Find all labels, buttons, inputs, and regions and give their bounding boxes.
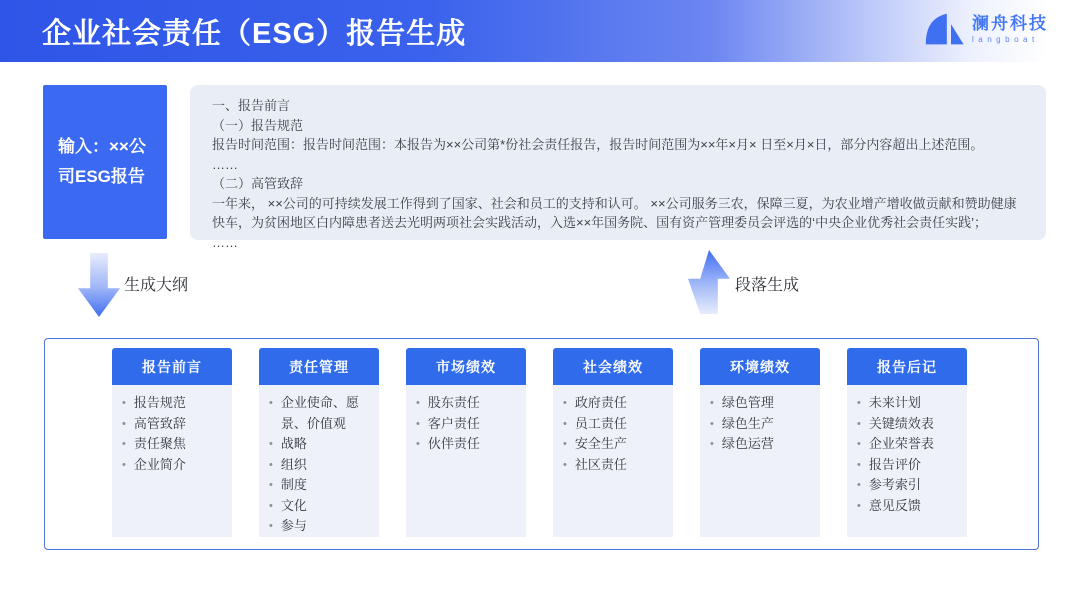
column-header: 报告前言 <box>112 348 232 385</box>
list-item: • 高管致辞 <box>122 414 228 435</box>
outline-column-environment <box>700 348 820 537</box>
doc-line: （二）高管致辞 <box>212 176 304 191</box>
logo-text-block <box>972 15 1048 44</box>
paragraph-generation-label: 段落生成 <box>735 277 800 294</box>
doc-line: 一年来， ××公司的可持续发展工作得到了国家、社会和员工的支持和认可。 ××公司服务三农，保障三夏，为农业增产增收做贡献和赞助健康快车，为贫困地区白内障患者送去光明两项社会实践活动，入选××年国务院、国有资产管理委员会评选的‘中央企业优秀社会责任实践’； <box>212 195 1017 230</box>
list-item: • 未来计划 <box>857 393 963 414</box>
column-header: 环境绩效 <box>700 348 820 385</box>
sail-boat-icon <box>923 9 965 49</box>
header-bar <box>0 0 1080 62</box>
outline-column-preface <box>112 348 232 537</box>
document-preview <box>190 85 1046 250</box>
column-list <box>700 385 820 537</box>
page-title: 企业社会责任（ESG）报告生成 <box>42 17 467 50</box>
list-item: • 制度 <box>269 475 375 496</box>
arrow-up-icon <box>688 250 730 314</box>
list-item: • 战略 <box>269 434 375 455</box>
list-item: • 股东责任 <box>416 393 522 414</box>
list-item: • 关键绩效表 <box>857 414 963 435</box>
list-item: • 绿色管理 <box>710 393 816 414</box>
langboat-logo <box>923 9 1048 49</box>
column-header: 市场绩效 <box>406 348 526 385</box>
list-item: • 政府责任 <box>563 393 669 414</box>
list-item: • 绿色运营 <box>710 434 816 455</box>
doc-line: …… <box>212 156 238 172</box>
list-item: • 参与 <box>269 516 375 537</box>
list-item: • 企业使命、愿景、价值观 <box>269 393 375 434</box>
logo-name: 澜舟科技 <box>972 13 1048 33</box>
list-item: • 安全生产 <box>563 434 669 455</box>
doc-line: 一、报告前言 <box>212 98 291 113</box>
list-item: • 企业荣誉表 <box>857 434 963 455</box>
list-item: • 责任聚焦 <box>122 434 228 455</box>
input-label: 输入：××公司ESG报告 <box>58 137 146 186</box>
doc-line: …… <box>212 234 238 250</box>
list-item: • 伙伴责任 <box>416 434 522 455</box>
doc-line: 报告时间范围：报告时间范围：本报告为××公司第*份社会责任报告，报告时间范围为××年×月× 日至×月×日，部分内容超出上述范围。 <box>212 137 984 152</box>
list-item: • 意见反馈 <box>857 496 963 517</box>
outline-column-social <box>553 348 673 537</box>
input-box <box>43 85 167 239</box>
column-list <box>553 385 673 537</box>
column-list <box>112 385 232 537</box>
list-item: • 报告规范 <box>122 393 228 414</box>
column-header: 报告后记 <box>847 348 967 385</box>
column-list <box>406 385 526 537</box>
list-item: • 参考索引 <box>857 475 963 496</box>
list-item: • 员工责任 <box>563 414 669 435</box>
outline-column-responsibility <box>259 348 379 537</box>
outline-column-postscript <box>847 348 967 537</box>
list-item: • 组织 <box>269 455 375 476</box>
logo-subtitle: langboat <box>972 34 1039 44</box>
generate-outline-label: 生成大纲 <box>124 277 189 294</box>
list-item: • 客户责任 <box>416 414 522 435</box>
arrow-down-icon <box>78 253 120 317</box>
list-item: • 绿色生产 <box>710 414 816 435</box>
list-item: • 报告评价 <box>857 455 963 476</box>
outline-column-market <box>406 348 526 537</box>
column-header: 社会绩效 <box>553 348 673 385</box>
list-item: • 企业简介 <box>122 455 228 476</box>
column-list <box>847 385 967 537</box>
list-item: • 社区责任 <box>563 455 669 476</box>
doc-line: （一）报告规范 <box>212 117 304 133</box>
outline-panel <box>44 338 1039 550</box>
column-list <box>259 385 379 537</box>
list-item: • 文化 <box>269 496 375 517</box>
column-header: 责任管理 <box>259 348 379 385</box>
